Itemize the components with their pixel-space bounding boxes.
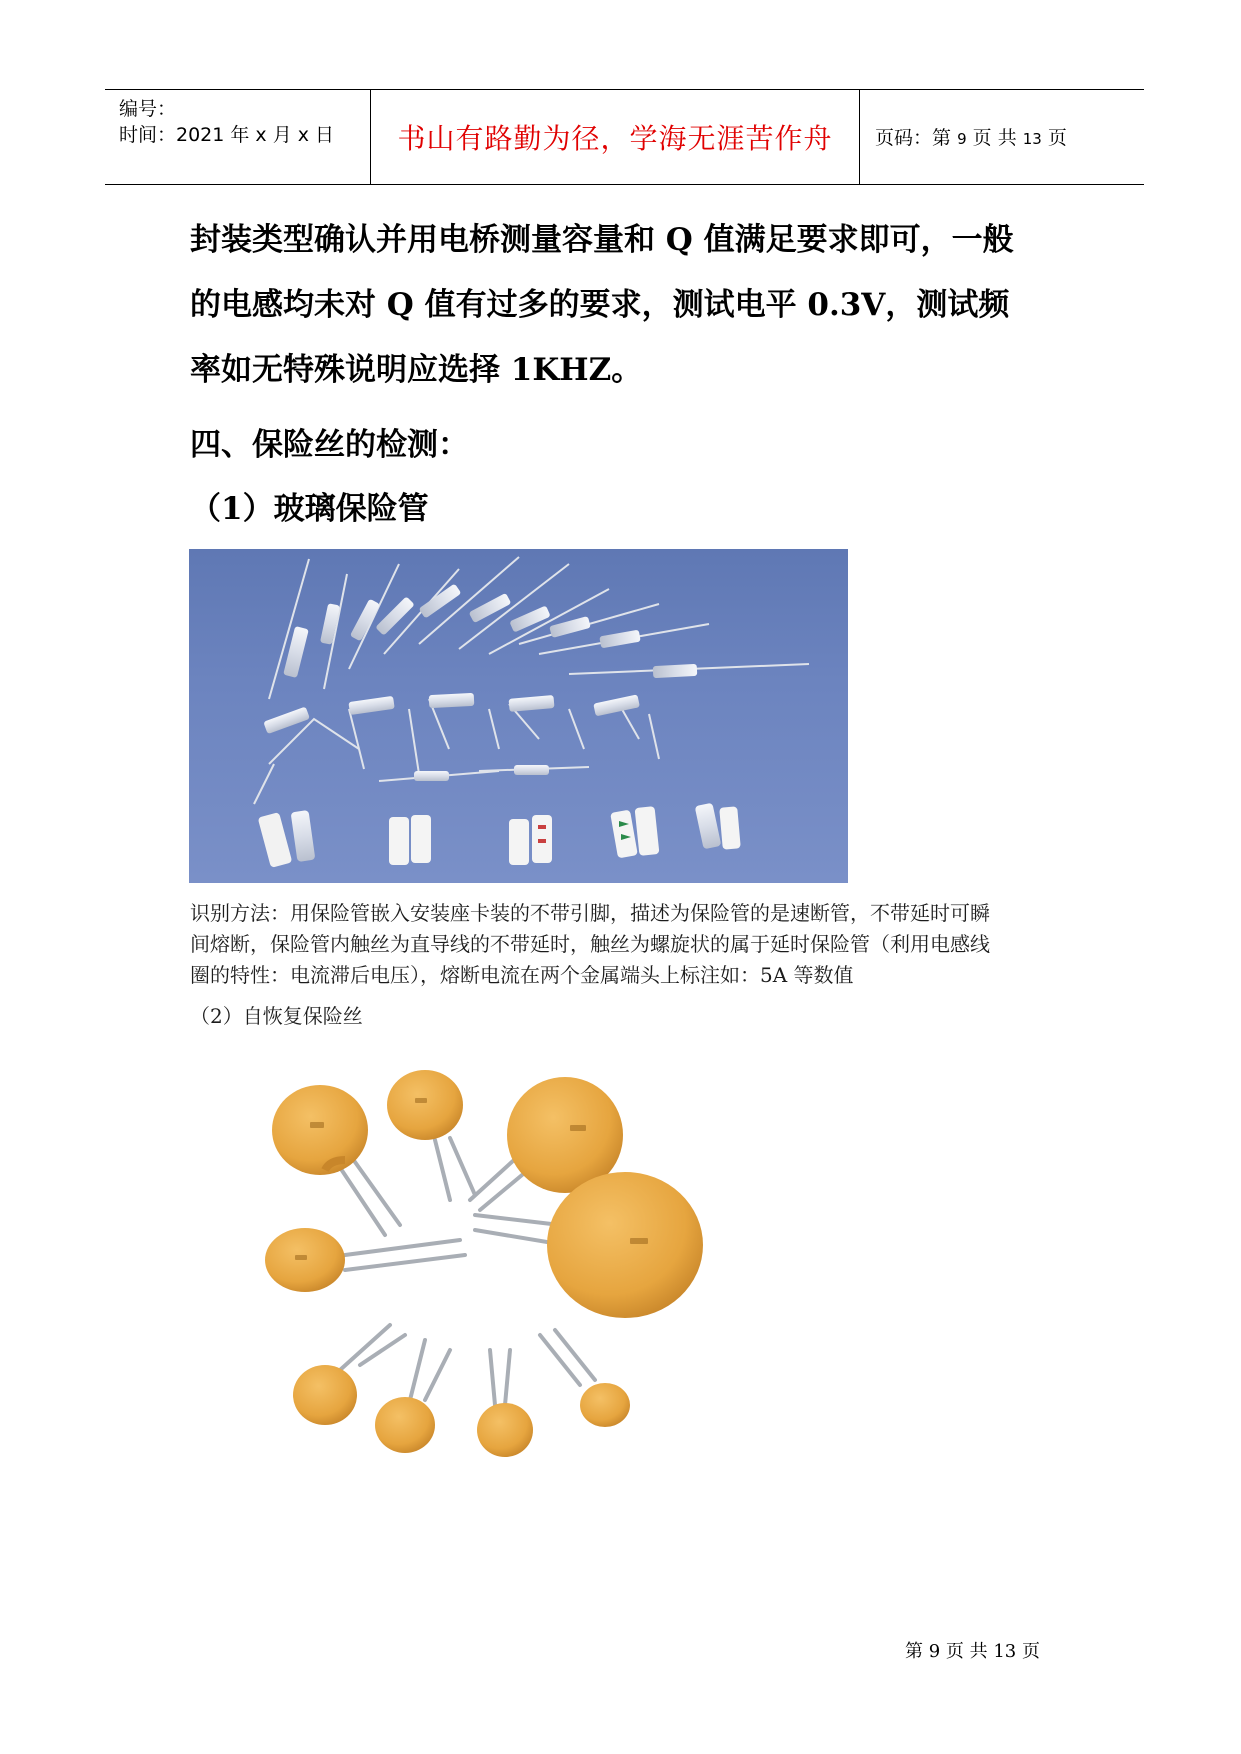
page-header <box>105 89 1144 185</box>
page-prefix: 页码：第 <box>875 127 952 149</box>
caption-line-3: 圈的特性：电流滞后电压），熔断电流在两个金属端头上标注如：5A 等数值 <box>190 963 854 987</box>
page-current: 9 <box>957 130 967 148</box>
resettable-fuse-photo <box>265 1060 745 1530</box>
document-number-label: 编号： <box>119 98 177 120</box>
paragraph-line-3: 率如无特殊说明应选择 1KHZ。 <box>190 352 643 388</box>
caption-line-1: 识别方法：用保险管嵌入安装座卡装的不带引脚，描述为保险管的是速断管，不带延时可瞬 <box>190 901 990 925</box>
document-time-label: 时间：2021 年 x 月 x 日 <box>119 124 335 146</box>
paragraph-line-2: 的电感均未对 Q 值有过多的要求，测试电平 0.3V，测试频 <box>190 287 1010 323</box>
header-right-cell <box>861 90 1144 184</box>
resettable-fuse-illustration <box>265 1060 745 1530</box>
header-motto: 书山有路勤为径，学海无涯苦作舟 <box>397 122 833 155</box>
glass-fuse-photo <box>189 549 848 883</box>
caption-line-2: 间熔断，保险管内触丝为直导线的不带延时，触丝为螺旋状的属于延时保险管（利用电感线 <box>190 932 990 956</box>
subsection-title-resettable-fuse: （2）自恢复保险丝 <box>190 1004 363 1028</box>
subsection-title-glass-fuse: （1）玻璃保险管 <box>190 491 429 527</box>
identification-method-caption <box>190 898 1070 991</box>
glass-fuse-illustration <box>189 549 848 883</box>
body-paragraph <box>190 208 1070 403</box>
header-middle-cell <box>371 90 860 184</box>
page-total: 13 <box>1022 130 1042 148</box>
paragraph-line-1: 封装类型确认并用电桥测量容量和 Q 值满足要求即可，一般 <box>190 222 1014 258</box>
header-left-cell <box>105 90 371 184</box>
page-footer: 第 9 页 共 13 页 <box>905 1641 1040 1662</box>
section-title: 四、保险丝的检测： <box>190 427 469 463</box>
page-mid: 页 共 <box>972 127 1017 149</box>
header-page-indicator <box>875 123 1067 150</box>
page-suffix: 页 <box>1047 127 1067 149</box>
